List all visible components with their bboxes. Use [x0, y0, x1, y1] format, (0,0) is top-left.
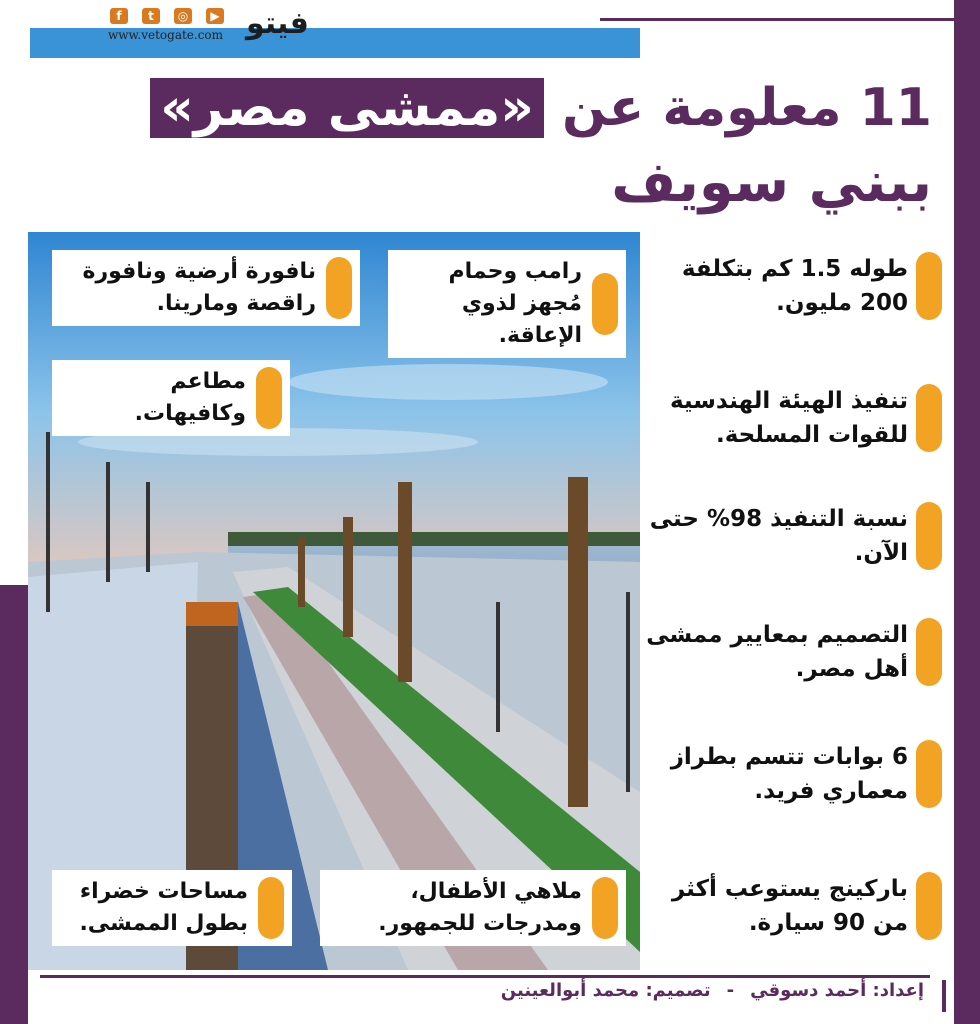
overlay-fountain [52, 250, 360, 326]
credit-design: تصميم: محمد أبوالعينين [500, 980, 711, 1001]
fact-2-text: تنفيذ الهيئة الهندسية للقوات المسلحة. [669, 388, 908, 448]
fact-1-text: طوله 1.5 كم بتكلفة 200 مليون. [681, 256, 908, 316]
site-url[interactable]: www.vetogate.com [108, 28, 224, 42]
fact-2 [632, 384, 942, 452]
overlay-restaurants [52, 360, 290, 436]
overlay-playgrounds-marker [592, 877, 618, 939]
fact-6-marker [916, 872, 942, 940]
overlay-green-marker [258, 877, 284, 939]
overlay-ramp [388, 250, 626, 358]
twitter-icon[interactable]: t [142, 8, 160, 24]
fact-3-text: نسبة التنفيذ 98% حتى الآن. [649, 506, 908, 566]
overlay-green [52, 870, 292, 946]
title-prefix: معلومة عن [561, 78, 842, 138]
left-frame-bar [0, 585, 28, 1024]
fact-5-marker [916, 740, 942, 808]
title-highlight: «ممشى مصر» [150, 78, 544, 138]
youtube-icon[interactable]: ▶ [206, 8, 224, 24]
instagram-icon[interactable]: ◎ [174, 8, 192, 24]
fact-4 [632, 618, 942, 686]
fact-3-marker [916, 502, 942, 570]
fact-5 [632, 740, 942, 808]
fact-4-marker [916, 618, 942, 686]
overlay-playgrounds [320, 870, 626, 946]
overlay-fountain-text: نافورة أرضية ونافورة راقصة ومارينا. [82, 259, 316, 316]
fact-3 [632, 502, 942, 570]
fact-6-text: باركينج يستوعب أكثر من 90 سيارة. [671, 876, 908, 936]
brand-logo[interactable] [100, 6, 350, 46]
right-frame-bar [954, 0, 980, 1024]
overlay-restaurants-marker [256, 367, 282, 429]
fact-2-marker [916, 384, 942, 452]
fact-1-marker [916, 252, 942, 320]
facebook-icon[interactable]: f [110, 8, 128, 24]
credit-separator: - [726, 980, 735, 1001]
overlay-green-text: مساحات خضراء بطول الممشى. [79, 879, 248, 936]
footer-marker [942, 980, 946, 1012]
footer-credits [501, 980, 924, 1001]
overlay-playgrounds-text: ملاهي الأطفال، ومدرجات للجمهور. [378, 879, 582, 936]
title-number: 11 [859, 78, 932, 138]
credit-prep: إعداد: أحمد دسوقي [750, 980, 924, 1001]
fact-1 [632, 252, 942, 320]
fact-5-text: 6 بوابات تتسم بطراز معماري فريد. [670, 744, 908, 804]
top-frame-line [600, 18, 954, 21]
title-line-1 [150, 72, 932, 144]
overlay-fountain-marker [326, 257, 352, 319]
overlay-restaurants-text: مطاعم وكافيهات. [134, 369, 246, 426]
brand-name: فيتو [246, 6, 309, 41]
overlay-ramp-text: رامب وحمام مُجهز لذوي الإعاقة. [448, 259, 582, 348]
fact-4-text: التصميم بمعايير ممشى أهل مصر. [646, 622, 908, 682]
footer-line [40, 975, 930, 978]
title-line-2: ببني سويف [611, 150, 932, 215]
social-icons [110, 8, 224, 24]
fact-6 [632, 872, 942, 940]
overlay-ramp-marker [592, 273, 618, 335]
